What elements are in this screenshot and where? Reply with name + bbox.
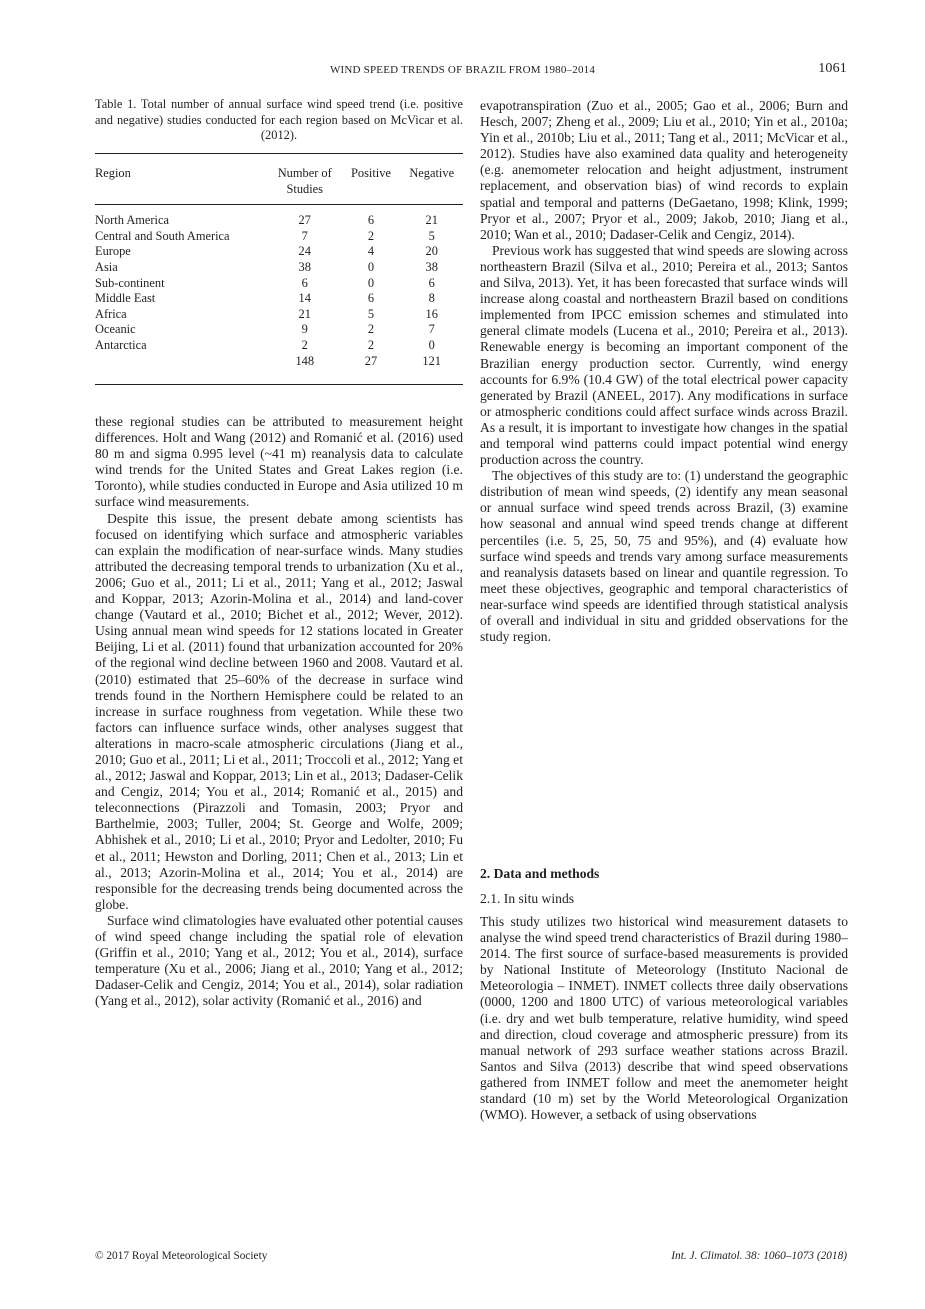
region-cell: Asia <box>95 259 118 274</box>
count-cell: 2 <box>367 228 375 243</box>
copyright: © 2017 Royal Meteorological Society <box>95 1250 268 1262</box>
count-cell: 38 <box>425 259 438 274</box>
region-cell: Oceanic <box>95 322 136 337</box>
table-1 <box>95 153 463 385</box>
region-cell: North America <box>95 213 169 228</box>
table-row <box>95 307 463 323</box>
table-row <box>95 276 463 292</box>
table-row <box>95 354 463 385</box>
count-cell: 4 <box>367 244 375 259</box>
table-row <box>95 322 463 338</box>
section-text <box>480 914 848 1123</box>
count-cell: 38 <box>298 259 311 274</box>
col-header: Positive <box>351 166 391 180</box>
region-cell: Middle East <box>95 291 156 306</box>
count-cell: 148 <box>295 353 315 368</box>
count-cell: 5 <box>428 228 435 243</box>
table-row <box>95 291 463 307</box>
table-caption: Table 1. Total number of annual surface wind speed trend (i.e. positive and negative) studies conducted for each region based on McVicar et al. (2012). <box>95 97 463 143</box>
count-cell: 0 <box>428 337 435 352</box>
region-cell: Sub-continent <box>95 275 165 290</box>
count-cell: 27 <box>298 213 311 228</box>
region-cell: Europe <box>95 244 131 259</box>
count-cell: 0 <box>367 259 375 274</box>
table-header-row <box>95 154 463 205</box>
col-header: Number of Studies <box>277 166 332 196</box>
count-cell: 7 <box>301 228 308 243</box>
count-cell: 2 <box>301 337 308 352</box>
region-cell: Africa <box>95 306 127 321</box>
count-cell: 8 <box>428 291 435 306</box>
table-row <box>95 244 463 260</box>
count-cell: 27 <box>364 353 378 368</box>
count-cell: 20 <box>425 244 438 259</box>
count-cell: 14 <box>298 291 311 306</box>
paragraph: evapotranspiration (Zuo et al., 2005; Gao et al., 2006; Burn and Hesch, 2007; Zheng et al., 2009; Liu et al., 2010; Yin et al., 2010a; Yin et al., 2010b; Liu et al., 2011; Tang et al., 2011; McVicar et al., 2012). Studies have also examined data quality and heterogeneity (e.g. anemometer relocation and height adjustment, instrument replacement, and observation bias) of wind records to explain spatial and temporal and patterns (DeGaetano, 1998; Klink, 1999; Pryor et al., 2007; Pryor et al., 2009; Jakob, 2010; Jiang et al., 2010; Wan et al., 2010; Dadaser-Celik and Cengiz, 2014). <box>480 98 848 242</box>
count-cell: 6 <box>367 291 375 306</box>
paragraph: The objectives of this study are to: (1) understand the geographic distribution of mean wind speeds, (2) identify any mean seasonal or annual surface wind speed trends across Brazil, (3) examine how seasonal and annual wind speed trends change at different percentiles (i.e. 5, 25, 50, 75 and 95%), and (4) evaluate how surface wind speeds and trends vary among surface measurements and reanalysis datasets based on linear and quantile regression. To meet these objectives, geographic and temporal characteristics of near-surface wind speeds are identified through statistical analysis of overall and individual in situ and gridded observations for the study region. <box>480 468 848 645</box>
paragraph: these regional studies can be attributed to measurement height differences. Holt and Wang (2012) and Romanić et al. (2016) used 80 m and sigma 0.995 level (~41 m) reanalysis data to calculate wind trends for the United States and Great Lakes region (i.e. Toronto), while studies conducted in Europe and Asia utilized 10 m surface wind measurements. <box>95 414 463 510</box>
col-header: Negative <box>409 166 455 180</box>
count-cell: 2 <box>367 337 375 352</box>
table-row <box>95 229 463 245</box>
paragraph: This study utilizes two historical wind measurement datasets to analyse the wind speed trend characteristics of Brazil during 1980–2014. The first source of surface-based measurements is provided by National Institute of Meteorology (Instituto Nacional de Meteorologia – INMET). INMET collects three daily observations (0000, 1200 and 1800 UTC) of various meteorological variables (i.e. dry and wet bulb temperature, relative humidity, wind speed and direction, cloud coverage and atmospheric pressure) from its manual network of 293 surface weather stations across Brazil. Santos and Silva (2013) describe that wind speed observations gathered from INMET follow and meet the anemometer height standard (10 m) set by the World Meteorological Organization (WMO). However, a setback of using observations <box>480 914 848 1123</box>
right-column-text <box>480 98 848 645</box>
count-cell: 6 <box>428 275 435 290</box>
paragraph: Surface wind climatologies have evaluated other potential causes of wind speed change including the spatial role of elevation (Griffin et al., 2010; Yang et al., 2012; You et al., 2014), surface temperature (Xu et al., 2006; Jiang et al., 2010; Yang et al., 2012; Dadaser-Celik and Cengiz, 2014; You et al., 2014), solar radiation (Yang et al., 2012), solar activity (Romanić et al., 2016) and <box>95 912 463 1009</box>
count-cell: 2 <box>367 322 375 337</box>
page-number: 1061 <box>818 61 847 76</box>
journal-citation: Int. J. Climatol. 38: 1060–1073 (2018) <box>671 1250 847 1262</box>
count-cell: 6 <box>301 275 308 290</box>
region-cell: Antarctica <box>95 337 147 352</box>
paragraph: Despite this issue, the present debate among scientists has focused on identifying which surface and atmospheric variables can explain the modification of near-surface winds. Many studies attributed the decreasing temporal trends to urbanization (Xu et al., 2006; Guo et al., 2011; Li et al., 2011; Yang et al., 2012; Jaswal and Koppar, 2013; Azorin-Molina et al., 2014) and land-cover change (Vautard et al., 2010; Bichet et al., 2012; Wever, 2012). Using annual mean wind speeds for 12 stations located in Greater Beijing, Li et al. (2011) found that urbanization accounted for 20% of the regional wind decline between 1960 and 2008. Vautard et al. (2010) estimated that 25–60% of the decrease in surface wind trends found in the Northern Hemisphere could be related to an increase in surface roughness from vegetation. While these two factors can influence surface winds, other analyses suggest that alterations in macro-scale atmospheric circulations (Jiang et al., 2010; Guo et al., 2011; Li et al., 2011; Troccoli et al., 2012; Yang et al., 2012; Jaswal and Koppar, 2013; Lin et al., 2013; Dadaser-Celik and Cengiz, 2014; You et al., 2014; Romanić et al., 2015) and teleconnections (Pirazzoli and Tomasin, 2003; Pryor and Barthelmie, 2003; Tuller, 2004; St. George and Wolfe, 2009; Abhishek et al., 2010; Li et al., 2010; Pryor and Ledolter, 2010; Fu et al., 2011; Hewston and Dorling, 2011; Chen et al., 2013; Lin et al., 2013; Azorin-Molina et al., 2014; You et al., 2014) are responsible for the decreasing trends being documented across the globe. <box>95 510 463 912</box>
count-cell: 7 <box>428 322 435 337</box>
table-row <box>95 338 463 354</box>
subsection-heading: 2.1. In situ winds <box>480 891 575 906</box>
col-header: Region <box>95 166 131 180</box>
left-column-text <box>95 414 463 1009</box>
section-heading: 2. Data and methods <box>480 866 600 881</box>
count-cell: 0 <box>367 275 375 290</box>
count-cell: 24 <box>298 244 311 259</box>
table-row <box>95 205 463 229</box>
table-row <box>95 260 463 276</box>
paragraph: Previous work has suggested that wind speeds are slowing across northeastern Brazil (Silva et al., 2010; Pereira et al., 2013; Santos and Silva, 2013). Yet, it has been forecasted that surface winds will increase along coastal and northeastern Brazil based on conditions implemented from IPCC emission schemes and stimulated into general climate models (Lucena et al., 2010; Pereira et al., 2013). Renewable energy is becoming an important component of the Brazilian energy production sector. Currently, wind energy accounts for 6.9% (10.4 GW) of the total electrical power capacity generated by Brazil (ANEEL, 2017). Any modifications in surface or atmospheric conditions could affect surface winds across Brazil. As a result, it is important to investigate how changes in the spatial and temporal wind patterns could impact potential wind energy production across the country. <box>480 242 848 468</box>
region-cell: Central and South America <box>95 228 230 243</box>
count-cell: 21 <box>298 306 311 321</box>
count-cell: 6 <box>367 213 375 228</box>
count-cell: 16 <box>425 306 438 321</box>
count-cell: 9 <box>301 322 308 337</box>
count-cell: 21 <box>425 213 438 228</box>
count-cell: 5 <box>367 306 375 321</box>
count-cell: 121 <box>422 353 441 368</box>
running-title: WIND SPEED TRENDS OF BRAZIL FROM 1980–2014 <box>329 64 596 76</box>
region-cell <box>95 354 268 385</box>
